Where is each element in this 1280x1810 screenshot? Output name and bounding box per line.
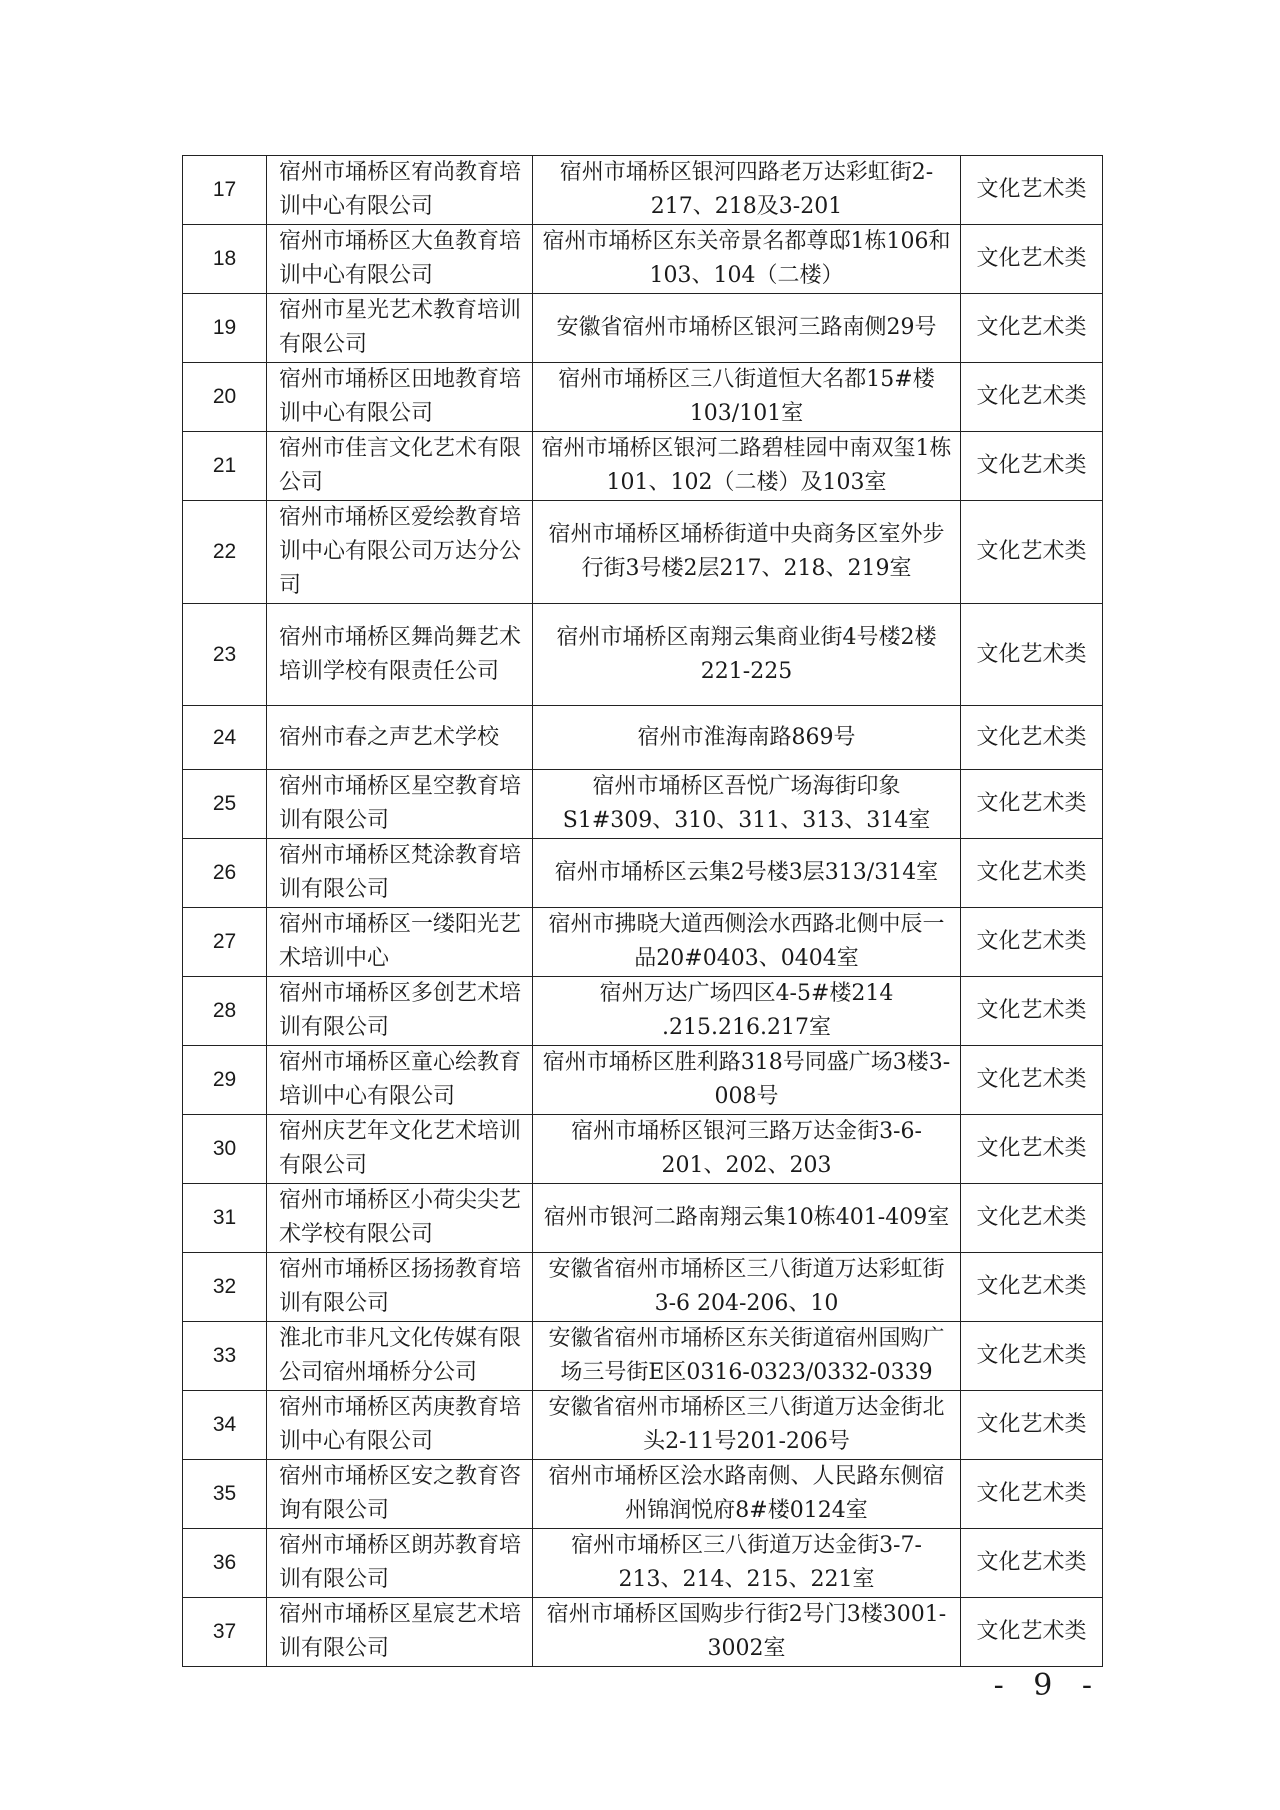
institution-name: 宿州市埇桥区宥尚教育培训中心有限公司 [267, 156, 533, 225]
row-number: 17 [183, 156, 267, 225]
table-row [183, 225, 1103, 294]
table-body [183, 156, 1103, 1667]
institution-category: 文化艺术类 [961, 977, 1103, 1046]
institution-address: 安徽省宿州市埇桥区银河三路南侧29号 [533, 294, 961, 363]
institution-name: 淮北市非凡文化传媒有限公司宿州埇桥分公司 [267, 1322, 533, 1391]
institution-category: 文化艺术类 [961, 1529, 1103, 1598]
institution-name: 宿州市佳言文化艺术有限公司 [267, 432, 533, 501]
table-row [183, 1322, 1103, 1391]
table-row [183, 1391, 1103, 1460]
row-number: 35 [183, 1460, 267, 1529]
row-number: 21 [183, 432, 267, 501]
row-number: 30 [183, 1115, 267, 1184]
institution-address: 宿州市埇桥区银河四路老万达彩虹街2-217、218及3-201 [533, 156, 961, 225]
institution-address: 宿州市埇桥区国购步行街2号门3楼3001-3002室 [533, 1598, 961, 1667]
institution-name: 宿州市埇桥区多创艺术培训有限公司 [267, 977, 533, 1046]
institution-address: 安徽省宿州市埇桥区东关街道宿州国购广场三号街E区0316-0323/0332-0339 [533, 1322, 961, 1391]
institution-category: 文化艺术类 [961, 604, 1103, 706]
row-number: 36 [183, 1529, 267, 1598]
institution-category: 文化艺术类 [961, 156, 1103, 225]
institution-name: 宿州市埇桥区童心绘教育培训中心有限公司 [267, 1046, 533, 1115]
row-number: 27 [183, 908, 267, 977]
institution-category: 文化艺术类 [961, 1391, 1103, 1460]
institution-address: 宿州市埇桥区胜利路318号同盛广场3楼3-008号 [533, 1046, 961, 1115]
institution-address: 宿州市埇桥区南翔云集商业街4号楼2楼221-225 [533, 604, 961, 706]
row-number: 26 [183, 839, 267, 908]
institution-category: 文化艺术类 [961, 294, 1103, 363]
table-row [183, 363, 1103, 432]
institution-address: 宿州市埇桥区三八街道万达金街3-7-213、214、215、221室 [533, 1529, 961, 1598]
institution-name: 宿州市埇桥区芮庚教育培训中心有限公司 [267, 1391, 533, 1460]
institution-category: 文化艺术类 [961, 1046, 1103, 1115]
page-number: - 9 - [993, 1668, 1102, 1703]
institution-name: 宿州市埇桥区安之教育咨询有限公司 [267, 1460, 533, 1529]
institution-category: 文化艺术类 [961, 770, 1103, 839]
institution-category: 文化艺术类 [961, 1460, 1103, 1529]
row-number: 31 [183, 1184, 267, 1253]
table-row [183, 501, 1103, 604]
institution-name: 宿州市星光艺术教育培训有限公司 [267, 294, 533, 363]
institution-address: 安徽省宿州市埇桥区三八街道万达彩虹街3-6 204-206、10 [533, 1253, 961, 1322]
row-number: 29 [183, 1046, 267, 1115]
institution-address: 宿州万达广场四区4-5#楼214 .215.216.217室 [533, 977, 961, 1046]
table-row [183, 839, 1103, 908]
institution-category: 文化艺术类 [961, 501, 1103, 604]
table-row [183, 1046, 1103, 1115]
institution-name: 宿州市埇桥区小荷尖尖艺术学校有限公司 [267, 1184, 533, 1253]
institution-address: 宿州市埇桥区浍水路南侧、人民路东侧宿州锦润悦府8#楼0124室 [533, 1460, 961, 1529]
institution-name: 宿州市埇桥区梵涂教育培训有限公司 [267, 839, 533, 908]
institution-table [182, 155, 1103, 1667]
row-number: 19 [183, 294, 267, 363]
institution-category: 文化艺术类 [961, 363, 1103, 432]
institution-category: 文化艺术类 [961, 1253, 1103, 1322]
row-number: 33 [183, 1322, 267, 1391]
institution-category: 文化艺术类 [961, 706, 1103, 770]
institution-name: 宿州市埇桥区星宸艺术培训有限公司 [267, 1598, 533, 1667]
table-row [183, 1253, 1103, 1322]
institution-address: 宿州市埇桥区银河三路万达金街3-6-201、202、203 [533, 1115, 961, 1184]
institution-category: 文化艺术类 [961, 839, 1103, 908]
table-row [183, 156, 1103, 225]
institution-category: 文化艺术类 [961, 225, 1103, 294]
institution-address: 宿州市淮海南路869号 [533, 706, 961, 770]
table-row [183, 1115, 1103, 1184]
institution-name: 宿州市埇桥区扬扬教育培训有限公司 [267, 1253, 533, 1322]
institution-category: 文化艺术类 [961, 1598, 1103, 1667]
institution-name: 宿州市埇桥区星空教育培训有限公司 [267, 770, 533, 839]
institution-address: 宿州市拂晓大道西侧浍水西路北侧中辰一品20#0403、0404室 [533, 908, 961, 977]
institution-category: 文化艺术类 [961, 908, 1103, 977]
institution-address: 安徽省宿州市埇桥区三八街道万达金街北头2-11号201-206号 [533, 1391, 961, 1460]
institution-name: 宿州市埇桥区一缕阳光艺术培训中心 [267, 908, 533, 977]
institution-name: 宿州市埇桥区大鱼教育培训中心有限公司 [267, 225, 533, 294]
institution-name: 宿州市埇桥区朗苏教育培训有限公司 [267, 1529, 533, 1598]
row-number: 32 [183, 1253, 267, 1322]
institution-address: 宿州市埇桥区吾悦广场海街印象S1#309、310、311、313、314室 [533, 770, 961, 839]
institution-category: 文化艺术类 [961, 1322, 1103, 1391]
table-row [183, 706, 1103, 770]
institution-address: 宿州市埇桥区三八街道恒大名都15#楼103/101室 [533, 363, 961, 432]
row-number: 28 [183, 977, 267, 1046]
row-number: 18 [183, 225, 267, 294]
institution-category: 文化艺术类 [961, 1184, 1103, 1253]
table-row [183, 1184, 1103, 1253]
row-number: 23 [183, 604, 267, 706]
table-row [183, 1529, 1103, 1598]
row-number: 22 [183, 501, 267, 604]
institution-address: 宿州市埇桥区东关帝景名都尊邸1栋106和103、104（二楼） [533, 225, 961, 294]
institution-name: 宿州市埇桥区爱绘教育培训中心有限公司万达分公司 [267, 501, 533, 604]
institution-category: 文化艺术类 [961, 1115, 1103, 1184]
institution-category: 文化艺术类 [961, 432, 1103, 501]
table-row [183, 604, 1103, 706]
institution-name: 宿州市埇桥区田地教育培训中心有限公司 [267, 363, 533, 432]
table-row [183, 432, 1103, 501]
institution-name: 宿州市春之声艺术学校 [267, 706, 533, 770]
institution-address: 宿州市银河二路南翔云集10栋401-409室 [533, 1184, 961, 1253]
institution-name: 宿州市埇桥区舞尚舞艺术培训学校有限责任公司 [267, 604, 533, 706]
table-row [183, 1460, 1103, 1529]
table-row [183, 1598, 1103, 1667]
row-number: 37 [183, 1598, 267, 1667]
table-row [183, 908, 1103, 977]
row-number: 20 [183, 363, 267, 432]
table-row [183, 977, 1103, 1046]
table-row [183, 294, 1103, 363]
institution-address: 宿州市埇桥区埇桥街道中央商务区室外步行街3号楼2层217、218、219室 [533, 501, 961, 604]
institution-address: 宿州市埇桥区云集2号楼3层313/314室 [533, 839, 961, 908]
table-row [183, 770, 1103, 839]
row-number: 25 [183, 770, 267, 839]
institution-name: 宿州庆艺年文化艺术培训有限公司 [267, 1115, 533, 1184]
institution-address: 宿州市埇桥区银河二路碧桂园中南双玺1栋101、102（二楼）及103室 [533, 432, 961, 501]
row-number: 24 [183, 706, 267, 770]
row-number: 34 [183, 1391, 267, 1460]
